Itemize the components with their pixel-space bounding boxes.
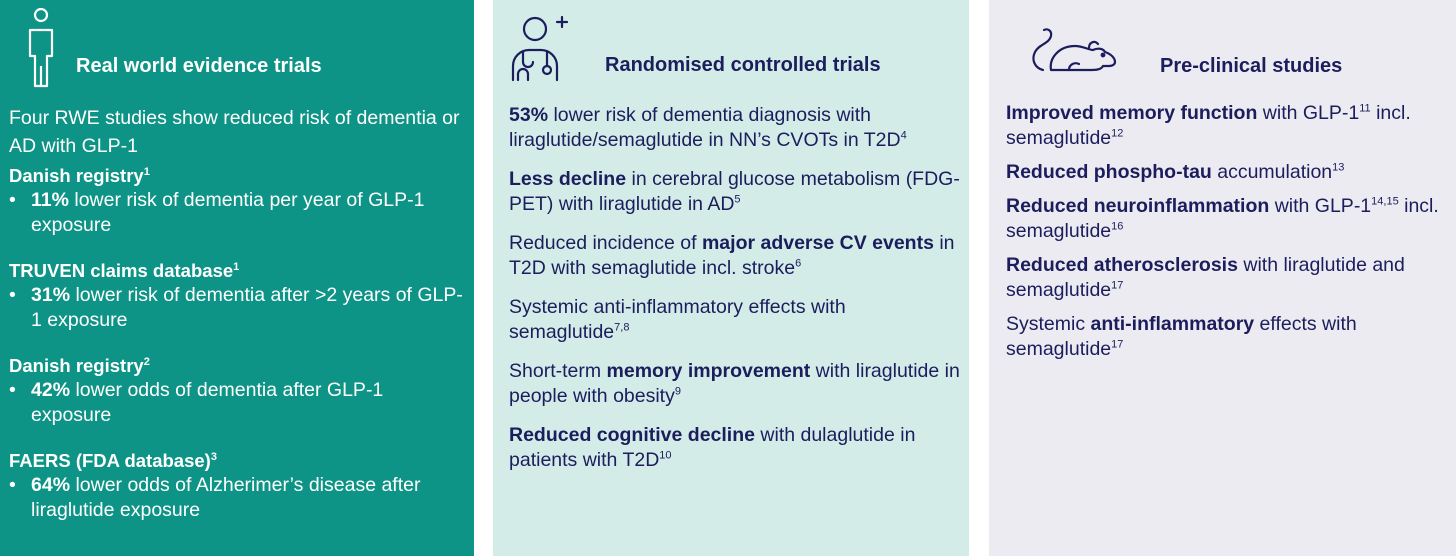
mouse-icon bbox=[1029, 24, 1119, 74]
list-item: Short-term memory improvement with liraglutide in people with obesity$^9$ bbox=[509, 360, 960, 407]
list-item: Systemic anti-inflammatory effects with semaglutide$^{7,8}$ bbox=[509, 296, 846, 343]
evidence-group bbox=[9, 449, 471, 523]
group-title: TRUVEN claims database$^1$ bbox=[9, 260, 240, 281]
list-item: Less decline in cerebral glucose metabolism (FDG-PET) with liraglutide in $AD^5$ bbox=[509, 168, 960, 215]
panel-body bbox=[9, 104, 471, 523]
list-item: • 64% lower odds of Alzherimer’s disease after liraglutide exposure bbox=[9, 474, 421, 521]
panel-title: Pre-clinical studies bbox=[1160, 55, 1343, 77]
group-title: Danish registry$^2$ bbox=[9, 355, 150, 376]
evidence-group bbox=[9, 164, 471, 238]
panel-title: Real world evidence trials bbox=[76, 55, 322, 77]
pre-clinical-studies-panel bbox=[989, 0, 1456, 556]
list-item: • 31% lower risk of dementia after >2 years of GLP-1 exposure bbox=[9, 284, 463, 331]
list-item: 53% lower risk of dementia diagnosis with liraglutide/semaglutide in NN’s CVOTs in $T2D^4$ bbox=[509, 104, 907, 151]
list-item: • 42% lower odds of dementia after GLP-1 exposure bbox=[9, 379, 384, 426]
doctor-icon bbox=[509, 12, 573, 84]
panel-body bbox=[1006, 101, 1454, 362]
evidence-group bbox=[9, 259, 471, 333]
list-item: • 11% lower risk of dementia per year of GLP-1 exposure bbox=[9, 189, 425, 236]
group-title: FAERS (FDA database)$^3$ bbox=[9, 450, 217, 471]
panel-body bbox=[509, 103, 967, 473]
list-item: Systemic anti-inflammatory effects with semaglutide$^{17}$ bbox=[1006, 313, 1357, 360]
panel-title: Randomised controlled trials bbox=[605, 54, 881, 76]
intro-text: Four RWE studies show reduced risk of dementia or AD with GLP-1 bbox=[9, 107, 460, 157]
list-item: Improved memory function with GLP-$1^{11}$ incl. semaglutide$^{12}$ bbox=[1006, 102, 1411, 149]
group-title: Danish registry$^1$ bbox=[9, 165, 150, 186]
real-world-evidence-panel bbox=[0, 0, 474, 556]
person-icon bbox=[22, 8, 60, 90]
list-item: Reduced neuroinflammation with GLP-1$^{14,15}$ incl. semaglutide$^{16}$ bbox=[1006, 195, 1439, 242]
list-item: Reduced cognitive decline with dulaglutide in patients with $T2D^{10}$ bbox=[509, 424, 916, 471]
evidence-group bbox=[9, 354, 471, 428]
list-item: Reduced incidence of major adverse CV events in T2D with semaglutide incl. stroke$^6$ bbox=[509, 232, 955, 279]
list-item: Reduced phospho-tau accumulation$^{13}$ bbox=[1006, 161, 1345, 183]
list-item: Reduced atherosclerosis with liraglutide and semaglutide$^{17}$ bbox=[1006, 254, 1405, 301]
randomised-controlled-trials-panel bbox=[493, 0, 969, 556]
